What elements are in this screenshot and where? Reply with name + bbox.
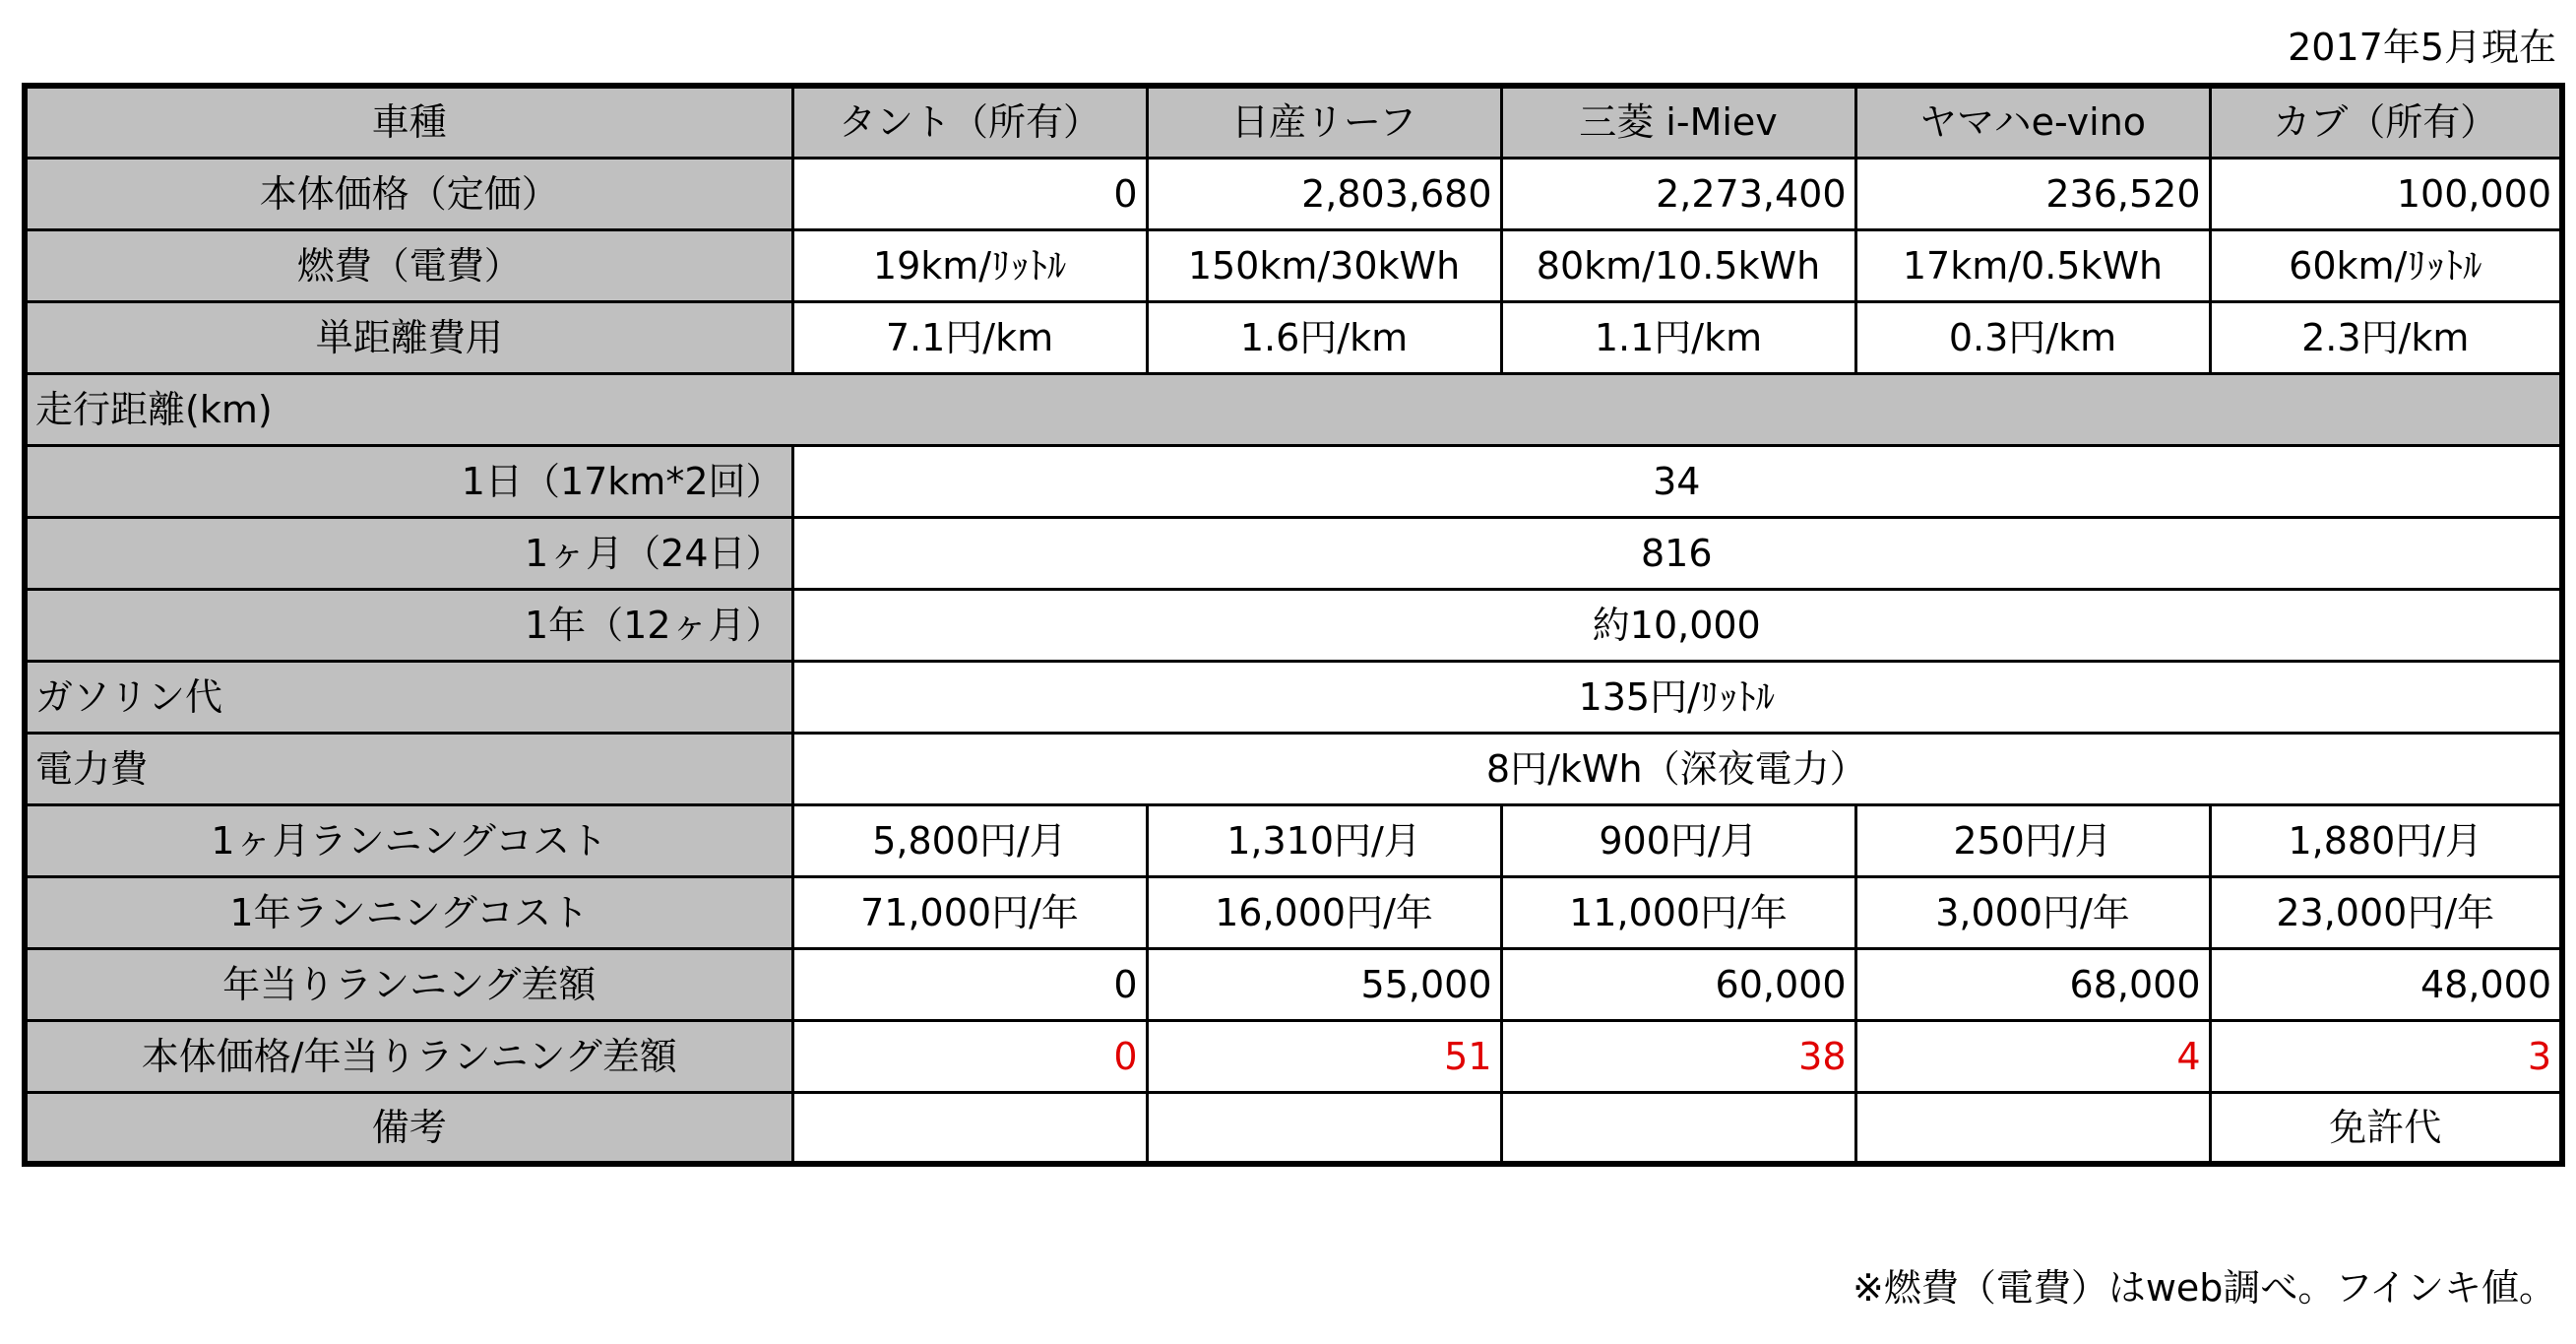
unit-cost-cell: 7.1円/km (792, 301, 1147, 373)
payback-label: 本体価格/年当りランニング差額 (25, 1020, 792, 1092)
distance-month-value: 816 (792, 517, 2562, 589)
date-note: 2017年5月現在 (2288, 26, 2556, 69)
monthly-running-cell: 1,880円/月 (2210, 804, 2562, 876)
yearly-running-cell: 11,000円/年 (1501, 876, 1855, 948)
yearly-diff-label: 年当りランニング差額 (25, 948, 792, 1020)
price-cell: 0 (792, 158, 1147, 229)
payback-cell: 0 (792, 1020, 1147, 1092)
electricity-label: 電力費 (25, 733, 792, 804)
remarks-cell (792, 1092, 1147, 1164)
yearly-diff-cell: 0 (792, 948, 1147, 1020)
yearly-diff-cell: 68,000 (1855, 948, 2210, 1020)
unit-cost-row (25, 301, 2562, 373)
monthly-running-cell: 1,310円/月 (1147, 804, 1501, 876)
yearly-running-row (25, 876, 2562, 948)
fuel-row (25, 229, 2562, 301)
distance-day-row (25, 445, 2562, 517)
remarks-cell (1147, 1092, 1501, 1164)
footnote: ※燃費（電費）はweb調べ。フインキ値。 (1852, 1266, 2556, 1310)
price-cell: 2,803,680 (1147, 158, 1501, 229)
fuel-cell: 17km/0.5kWh (1855, 229, 2210, 301)
remarks-row (25, 1092, 2562, 1164)
yearly-running-cell: 3,000円/年 (1855, 876, 2210, 948)
header-row (25, 86, 2562, 158)
unit-cost-cell: 1.1円/km (1501, 301, 1855, 373)
header-label: 車種 (25, 86, 792, 158)
monthly-running-cell: 250円/月 (1855, 804, 2210, 876)
distance-section-label: 走行距離(km) (25, 373, 2562, 445)
monthly-running-cell: 5,800円/月 (792, 804, 1147, 876)
fuel-label: 燃費（電費） (25, 229, 792, 301)
vehicle-header-leaf: 日産リーフ (1147, 86, 1501, 158)
payback-row (25, 1020, 2562, 1092)
distance-month-label: 1ヶ月（24日） (25, 517, 792, 589)
fuel-cell: 60km/ﾘｯﾄﾙ (2210, 229, 2562, 301)
distance-year-row (25, 589, 2562, 661)
distance-month-row (25, 517, 2562, 589)
fuel-cell: 80km/10.5kWh (1501, 229, 1855, 301)
vehicle-header-evino: ヤマハe-vino (1855, 86, 2210, 158)
yearly-diff-cell: 60,000 (1501, 948, 1855, 1020)
fuel-cell: 19km/ﾘｯﾄﾙ (792, 229, 1147, 301)
price-row (25, 158, 2562, 229)
remarks-cell (1501, 1092, 1855, 1164)
distance-day-value: 34 (792, 445, 2562, 517)
payback-cell: 51 (1147, 1020, 1501, 1092)
fuel-cell: 150km/30kWh (1147, 229, 1501, 301)
yearly-running-cell: 16,000円/年 (1147, 876, 1501, 948)
yearly-running-cell: 71,000円/年 (792, 876, 1147, 948)
remarks-cell: 免許代 (2210, 1092, 2562, 1164)
monthly-running-label: 1ヶ月ランニングコスト (25, 804, 792, 876)
distance-year-label: 1年（12ヶ月） (25, 589, 792, 661)
unit-cost-cell: 2.3円/km (2210, 301, 2562, 373)
yearly-diff-cell: 48,000 (2210, 948, 2562, 1020)
vehicle-header-cub: カブ（所有） (2210, 86, 2562, 158)
payback-cell: 3 (2210, 1020, 2562, 1092)
yearly-running-label: 1年ランニングコスト (25, 876, 792, 948)
electricity-value: 8円/kWh（深夜電力） (792, 733, 2562, 804)
cost-comparison-table (22, 83, 2565, 1167)
monthly-running-cell: 900円/月 (1501, 804, 1855, 876)
price-cell: 2,273,400 (1501, 158, 1855, 229)
unit-cost-cell: 1.6円/km (1147, 301, 1501, 373)
gasoline-row (25, 661, 2562, 733)
yearly-diff-row (25, 948, 2562, 1020)
gasoline-label: ガソリン代 (25, 661, 792, 733)
payback-cell: 4 (1855, 1020, 2210, 1092)
distance-day-label: 1日（17km*2回） (25, 445, 792, 517)
monthly-running-row (25, 804, 2562, 876)
yearly-running-cell: 23,000円/年 (2210, 876, 2562, 948)
unit-cost-cell: 0.3円/km (1855, 301, 2210, 373)
unit-cost-label: 単距離費用 (25, 301, 792, 373)
yearly-diff-cell: 55,000 (1147, 948, 1501, 1020)
vehicle-header-imiev: 三菱 i-Miev (1501, 86, 1855, 158)
price-cell: 236,520 (1855, 158, 2210, 229)
remarks-label: 備考 (25, 1092, 792, 1164)
vehicle-header-tanto: タント（所有） (792, 86, 1147, 158)
gasoline-value: 135円/ﾘｯﾄﾙ (792, 661, 2562, 733)
distance-year-value: 約10,000 (792, 589, 2562, 661)
distance-section-row (25, 373, 2562, 445)
price-cell: 100,000 (2210, 158, 2562, 229)
payback-cell: 38 (1501, 1020, 1855, 1092)
electricity-row (25, 733, 2562, 804)
remarks-cell (1855, 1092, 2210, 1164)
price-label: 本体価格（定価） (25, 158, 792, 229)
